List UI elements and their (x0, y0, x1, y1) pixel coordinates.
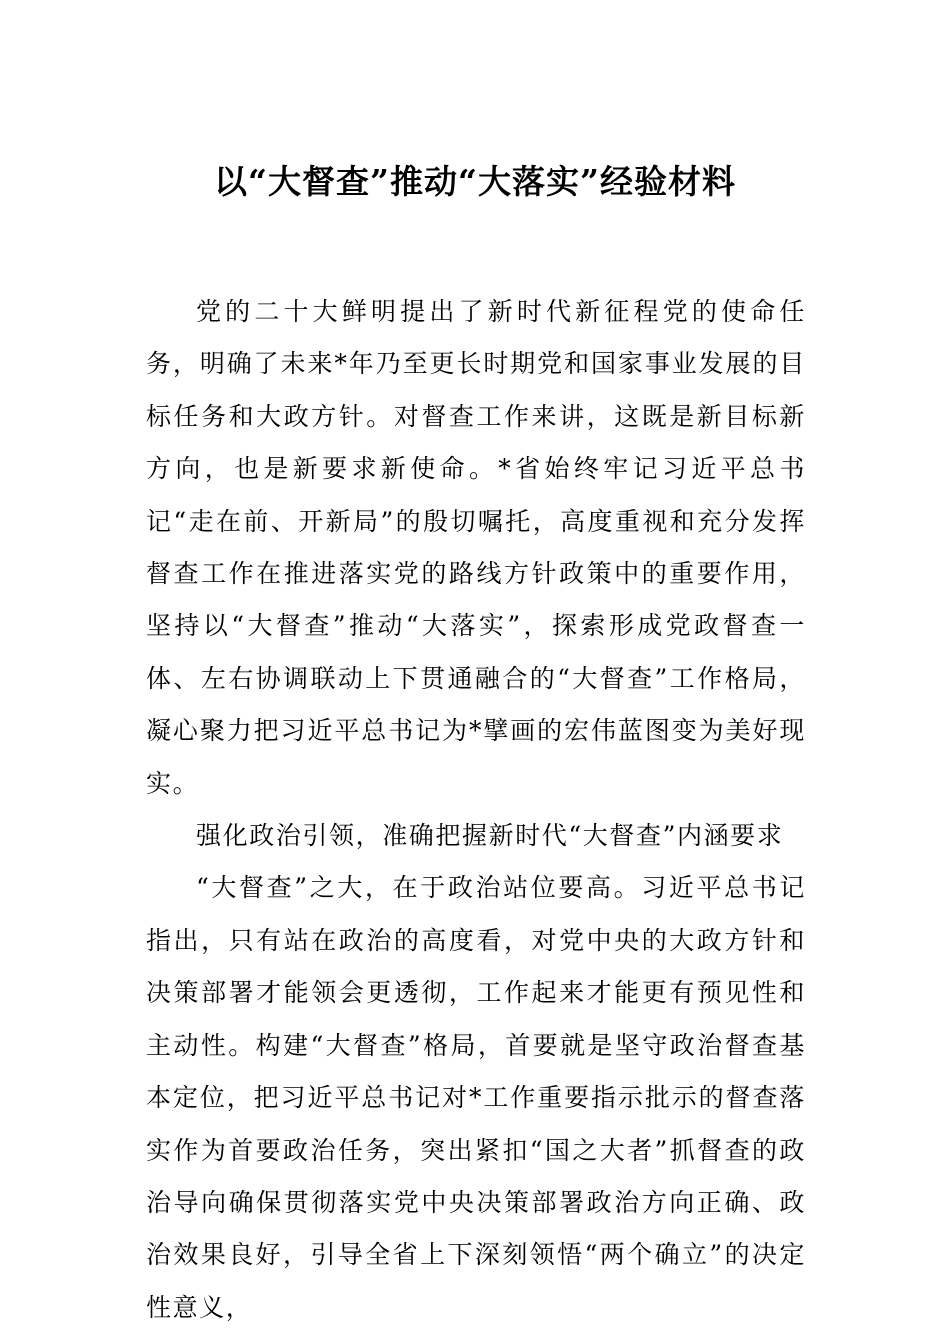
section-heading: 强化政治引领，准确把握新时代“大督查”内涵要求 (196, 821, 784, 851)
intro-paragraph: 党的二十大鲜明提出了新时代新征程党的使命任务，明确了未来*年乃至更长时期党和国家事业发展的目标任务和大政方针。对督查工作来讲，这既是新目标新方向，也是新要求新使命。*省始终牢记习近平总书记“走在前、开新局”的殷切嘱托，高度重视和充分发挥督查工作在推进落实党的路线方针政策中的重要作用，坚持以“大督查”推动“大落实”，探索形成党政督查一体、左右协调联动上下贯通融合的“大督查”工作格局，凝心聚力把习近平总书记为*擘画的宏伟蓝图变为美好现实。 (146, 297, 806, 798)
document-title: 以“大督查”推动“大落实”经验材料 (214, 162, 736, 201)
document-body (146, 286, 806, 1334)
section-paragraph: “大督查”之大，在于政治站位要高。习近平总书记指出，只有站在政治的高度看，对党中央的大政方针和决策部署才能领会更透彻，工作起来才能更有预见性和主动性。构建“大督查”格局，首要就是坚守政治督查基本定位，把习近平总书记对*工作重要指示批示的督查落实作为首要政治任务，突出紧扣“国之大者”抓督查的政治导向确保贯彻落实党中央决策部署政治方向正确、政治效果良好，引导全省上下深刻领悟“两个确立”的决定性意义， (146, 873, 806, 1322)
